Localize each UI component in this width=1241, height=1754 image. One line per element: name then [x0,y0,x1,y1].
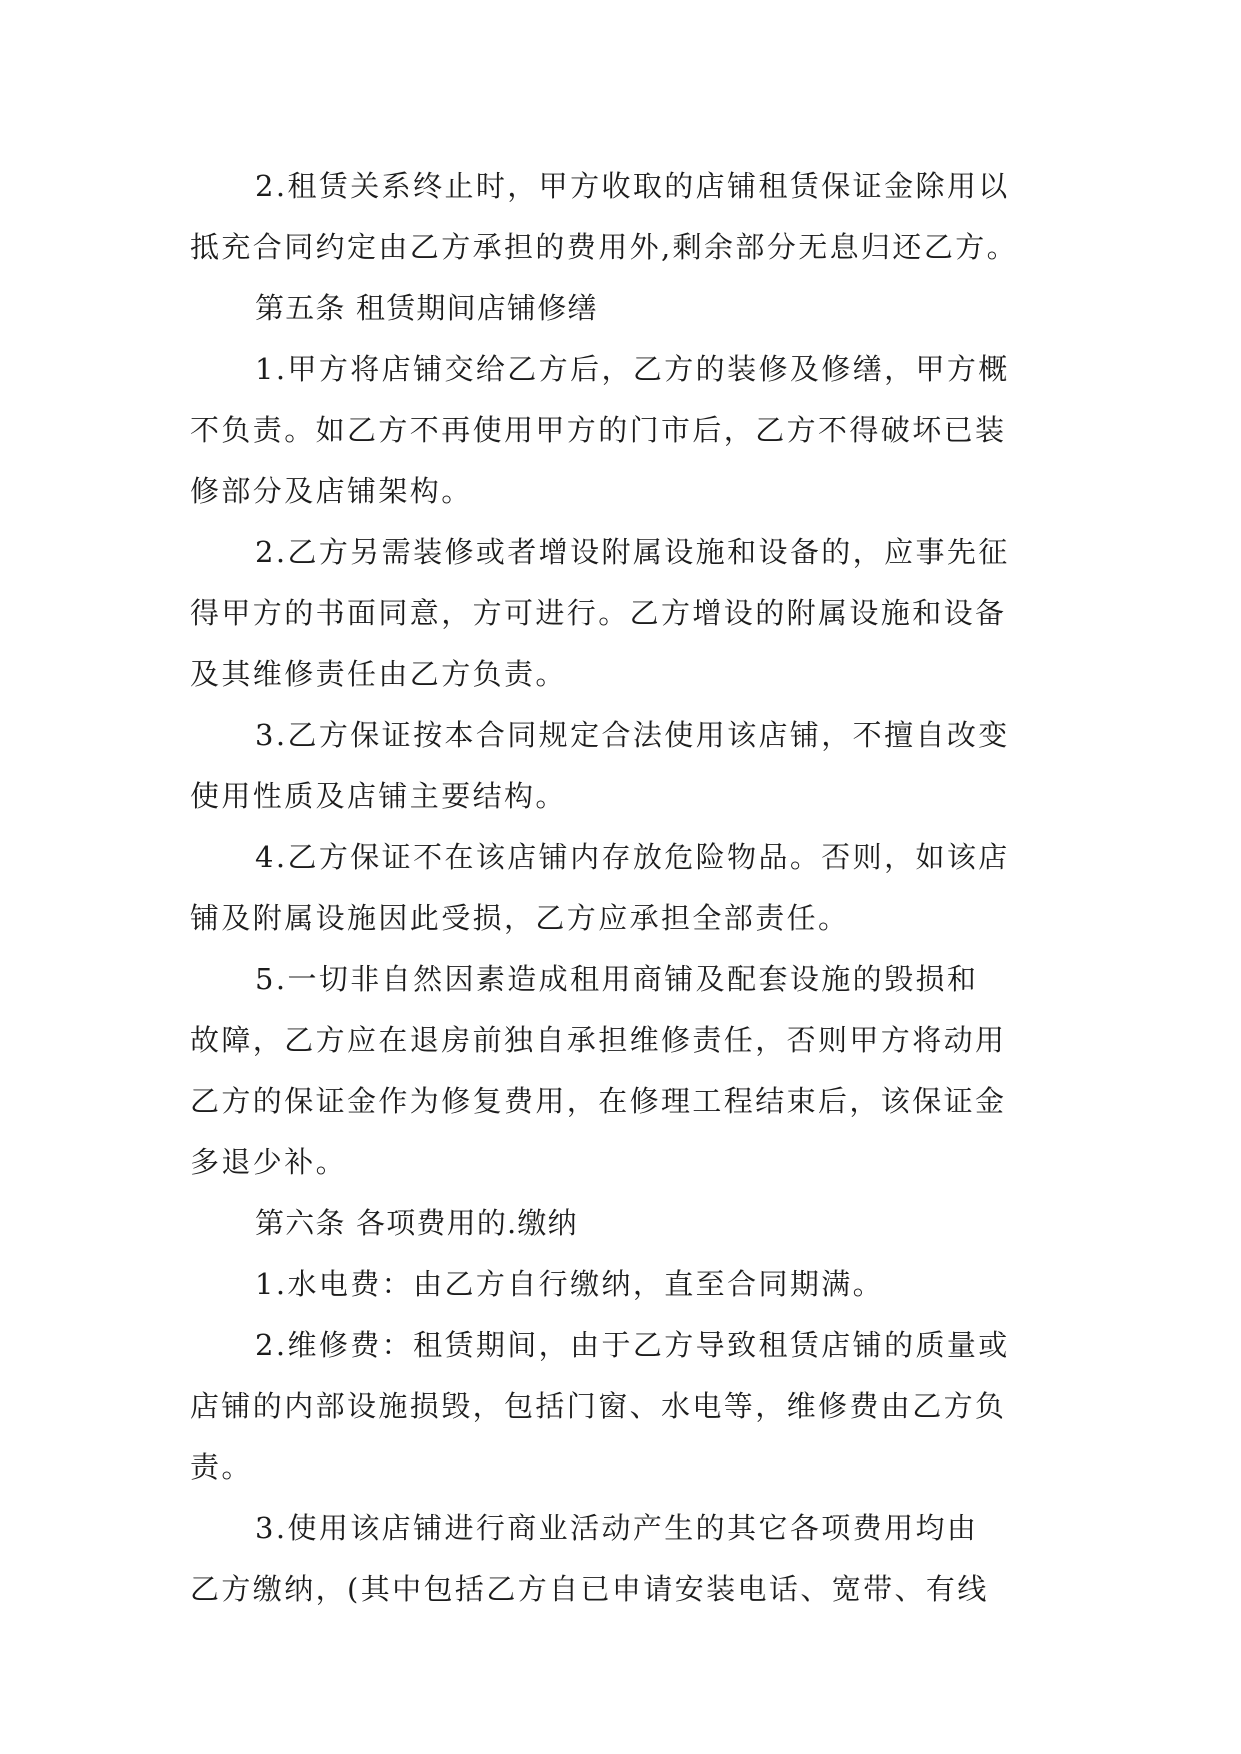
paragraph-line: 1.甲方将店铺交给乙方后，乙方的装修及修缮，甲方概 [255,352,1010,386]
paragraph-line: 乙方缴纳，(其中包括乙方自已申请安装电话、宽带、有线 [190,1572,989,1606]
paragraph-line: 铺及附属设施因此受损，乙方应承担全部责任。 [190,901,850,935]
paragraph-line: 2.租赁关系终止时，甲方收取的店铺租赁保证金除用以 [255,169,1010,203]
paragraph-line: 责。 [190,1450,253,1484]
paragraph-line: 及其维修责任由乙方负责。 [190,657,567,691]
paragraph-line: 3.乙方保证按本合同规定合法使用该店铺，不擅自改变 [255,718,1010,752]
paragraph-line: 1.水电费：由乙方自行缴纳，直至合同期满。 [255,1267,885,1301]
paragraph-line: 2.维修费：租赁期间，由于乙方导致租赁店铺的质量或 [255,1328,1010,1362]
paragraph-line: 多退少补。 [190,1145,348,1179]
paragraph-line: 3.使用该店铺进行商业活动产生的其它各项费用均由 [255,1511,979,1545]
paragraph-line: 4.乙方保证不在该店铺内存放危险物品。否则，如该店 [255,840,1010,874]
paragraph-line: 2.乙方另需装修或者增设附属设施和设备的，应事先征 [255,535,1010,569]
paragraph-line: 乙方的保证金作为修复费用，在修理工程结束后，该保证金 [190,1084,1007,1118]
section-heading: 第六条 各项费用的.缴纳 [255,1206,578,1240]
paragraph-line: 抵充合同约定由乙方承担的费用外,剩余部分无息归还乙方。 [190,230,1019,264]
paragraph-line: 使用性质及店铺主要结构。 [190,779,567,813]
paragraph-line: 不负责。如乙方不再使用甲方的门市后，乙方不得破坏已装 [190,413,1007,447]
paragraph-line: 得甲方的书面同意，方可进行。乙方增设的附属设施和设备 [190,596,1007,630]
paragraph-line: 店铺的内部设施损毁，包括门窗、水电等，维修费由乙方负 [190,1389,1007,1423]
paragraph-line: 故障，乙方应在退房前独自承担维修责任，否则甲方将动用 [190,1023,1007,1057]
paragraph-line: 5.一切非自然因素造成租用商铺及配套设施的毁损和 [255,962,979,996]
section-heading: 第五条 租赁期间店铺修缮 [255,291,598,325]
paragraph-line: 修部分及店铺架构。 [190,474,473,508]
